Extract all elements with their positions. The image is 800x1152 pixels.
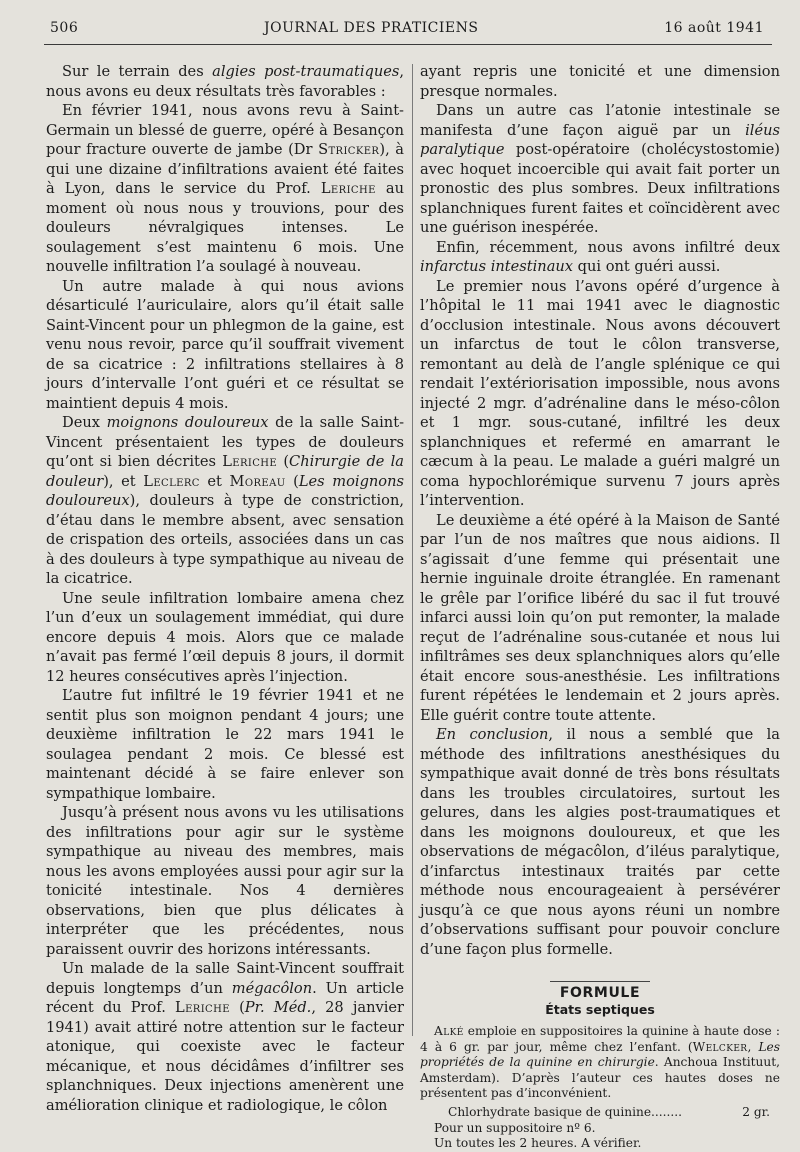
header-rule — [44, 44, 772, 45]
right-column — [420, 62, 780, 1152]
paragraph: Le premier nous l’avons opéré d’urgence à l’hôpital le 11 mai 1941 avec le diagnostic d’occlusion intestinale. Nous avons découvert un infarctus de tout le côlon transverse, remontant au delà de l’angle splénique ce qui rendait l’extériorisation impossible, nous avons injecté 2 mgr. d’adrénaline dans le méso-côlon et 1 mgr. sous-cutané, infiltré les deux splanchniques et refermé en amarrant le cæcum à la peau. Le malade a guéri malgré un coma hypochlorémique survenu 7 jours après l’intervention. — [420, 277, 780, 509]
formula-intro: Alké emploie en suppositoires la quinine à haute dose : 4 à 6 gr. par jour, même chez l’enfant. (Welcker, Les propriétés de la quinine en chirurgie. Anchoua Instituut, Amsterdam). D’après l’auteur ces hautes doses ne présentent pas d’inconvénient. — [420, 1024, 780, 1101]
paragraph: Dans un autre cas l’atonie intestinale se manifesta d’une façon aiguë par un iléus paralytique post-opératoire (cholécystostomie) avec hoquet incoercible qui avait fait porter un pronostic des plus sombres. Deux infiltrations splanchniques furent faites et coïncidèrent avec une guérison inespérée. — [420, 102, 780, 236]
paragraph: Un autre malade à qui nous avions désarticulé l’auriculaire, alors qu’il était salle Saint-Vincent pour un phlegmon de la gaine, est venu nous revoir, parce qu’il souffrait vivement de sa cicatrice : 2 infiltrations stellaires à 8 jours d’intervalle l’ont guéri et ce résultat se maintient depuis 4 mois. — [46, 277, 404, 412]
journal-title: JOURNAL DES PRATICIENS — [263, 20, 479, 36]
prescription-line — [420, 1105, 780, 1121]
prescription-note: Pour un suppositoire nº 6. — [434, 1120, 596, 1135]
running-head — [50, 20, 764, 42]
prescription-note: Un toutes les 2 heures. A vérifier. — [434, 1136, 642, 1151]
formula-heading: FORMULE — [420, 981, 780, 1002]
formula-subtitle: États septiques — [545, 1002, 655, 1017]
paragraph: Une seule infiltration lombaire amena chez l’un d’eux un soulagement immédiat, qui dure encore depuis 4 mois. Alors que ce malade n’avait pas fermé l’œil depuis 8 jours, il dormit 12 heures consécutives après l’injection. — [46, 589, 404, 685]
prescription-dose: 2 gr. — [742, 1104, 770, 1119]
paragraph: Enfin, récemment, nous avons infiltré deux infarctus intestinaux qui ont guéri aussi. — [420, 238, 780, 275]
paragraph: Sur le terrain des algies post-traumatiques, nous avons eu deux résultats très favorables : — [46, 63, 404, 100]
paragraph: En février 1941, nous avons revu à Saint-Germain un blessé de guerre, opéré à Besançon pour fracture ouverte de jambe (Dr Stricker), à qui une dizaine d’infiltrations avaient été faites à Lyon, dans le service du Prof. Leriche au moment où nous nous y trouvions, pour des douleurs névralgiques intenses. Le soulagement s’est maintenu 6 mois. Une nouvelle infiltration l’a soulagé à nouveau. — [46, 102, 405, 275]
left-column — [46, 62, 404, 1115]
paragraph: ayant repris une tonicité et une dimension presque normales. — [420, 63, 780, 100]
paragraph: Deux moignons douloureux de la salle Saint-Vincent présentaient les types de douleurs qu’ont si bien décrites Leriche (Chirurgie de la douleur), et Leclerc et Moreau (Les moignons douloureux), douleurs à type de constriction, d’étau dans le membre absent, avec sensation de crispation des orteils, associées dans un cas à des douleurs à type sympathique au niveau de la cicatrice. — [46, 414, 405, 587]
formula-body — [420, 1024, 780, 1152]
formula-rule — [550, 981, 650, 982]
paragraph: En conclusion, il nous a semblé que la méthode des infiltrations anesthésiques du sympathique avait donné de très bons résultats dans les troubles circulatoires, surtout les gelures, dans les algies post-traumatiques et dans les moignons douloureux, et que les observations de mégacôlon, d’iléus paralytique, d’infarctus intestinaux traités par cette méthode nous encourageaient à persévérer jusqu’à ce que nous ayons réuni un nombre d’observations suffisant pour pouvoir conclure d’une façon plus formelle. — [420, 726, 780, 958]
paragraph: Jusqu’à présent nous avons vu les utilisations des infiltrations pour agir sur le système sympathique au niveau des membres, mais nous les avons employées aussi pour agir sur la tonicité intestinale. Nos 4 dernières observations, bien que plus délicates à interpréter que les précédentes, nous paraissent ouvrir des horizons intéressants. — [46, 804, 404, 958]
page-number: 506 — [50, 20, 79, 36]
issue-date: 16 août 1941 — [664, 20, 764, 36]
prescription-item: Chlorhydrate basique de quinine........ — [448, 1104, 683, 1119]
paragraph: Un malade de la salle Saint-Vincent souffrait depuis longtemps d’un mégacôlon. Un article récent du Prof. Leriche (Pr. Méd., 28 janvier 1941) avait attiré notre attention sur le facteur atonique, qui coexiste avec le facteur mécanique, et nous décidâmes d’infiltrer ses splanchniques. Deux injections amenèrent une amélioration clinique et radiologique, le côlon — [46, 960, 404, 1114]
paragraph: L’autre fut infiltré le 19 février 1941 et ne sentit plus son moignon pendant 4 jours; une deuxième infiltration le 22 mars 1941 le soulagea pendant 2 mois. Ce blessé est maintenant décidé à se faire enlever son sympathique lombaire. — [46, 687, 404, 802]
paragraph: Le deuxième a été opéré à la Maison de Santé par l’un de nos maîtres que nous aidions. Il s’agissait d’une femme qui présentait une hernie inguinale droite étranglée. En ramenant le grêle par l’orifice libéré du sac il fut trouvé infarci aussi loin qu’on put remonter, la malade reçut de l’adrénaline sous-cutanée et nous lui infiltrâmes ses deux splanchniques alors qu’elle était encore sous-anesthésie. Les infiltrations furent répétées le lendemain et 2 jours après. Elle guérit contre toute attente. — [420, 511, 780, 724]
column-divider — [412, 64, 413, 1036]
